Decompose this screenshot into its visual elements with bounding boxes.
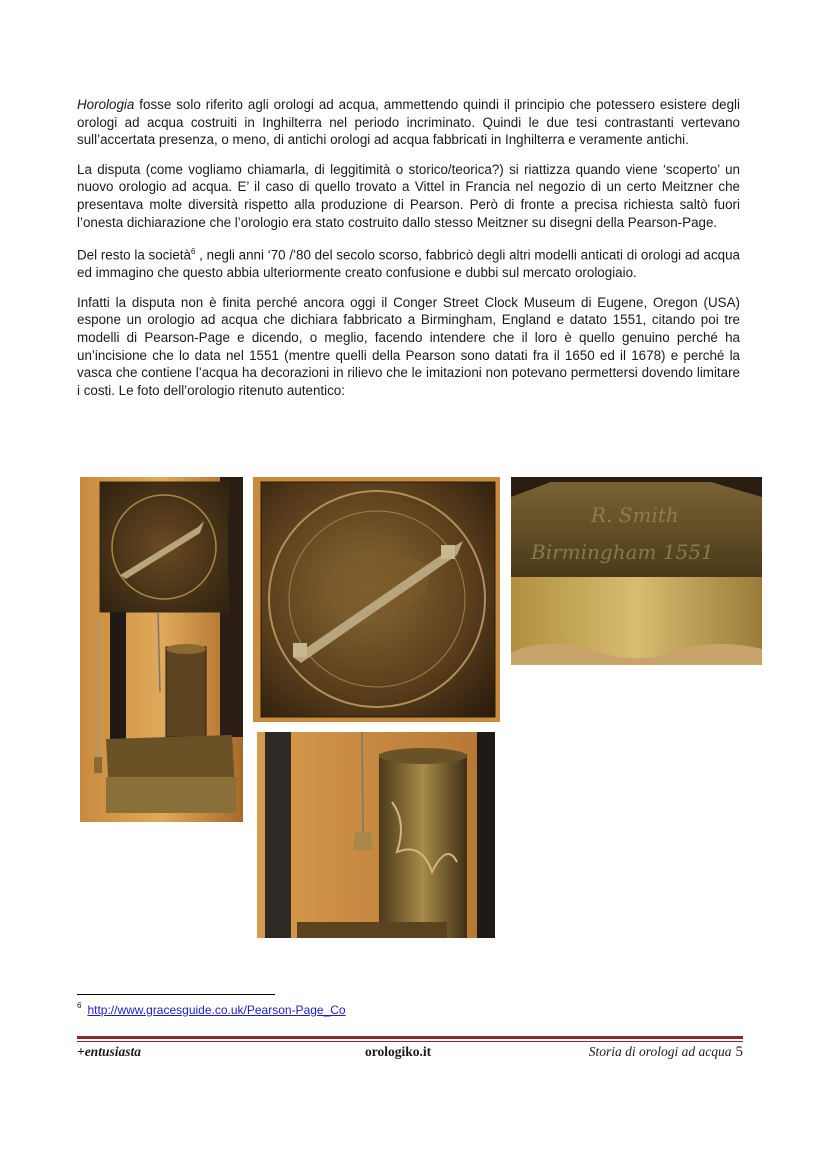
footer-author: +entusiasta [77,1044,141,1059]
footer-title [589,1044,743,1061]
footnote-divider [77,994,275,995]
paragraph-3-text-a: Del resto la società [77,247,191,263]
paragraph-3 [77,243,740,282]
footnote-number: 6 [77,1001,82,1010]
paragraph-1 [77,96,740,149]
footer-title-text: Storia di orologi ad acqua [588,1044,732,1059]
footer-site: orologiko.it [365,1044,432,1059]
engraving-text: Birmingham 1551 [531,540,714,564]
footnote [77,1001,346,1017]
italic-word: Horologia [77,97,135,112]
footer-rule-thick [77,1036,743,1039]
footnote-ref[interactable]: 6 [190,247,196,257]
photo-decorated-cylinder [257,732,495,938]
paragraph-2: La disputa (come vogliamo chiamarla, di leggitimità o storico/teorica?) si riattizza quando viene ‘scoperto’ un nuovo orologio ad acqua. E’ il caso di quello trovato a Vittel in Francia nel negozio di un certo Meitzner che presentava molte diversità rispetto alla produzione di Pearson. Però di fronte a precisa richiesta saltò fuori l’onesta dichiarazione che l’orologio era stato costruito dallo stesso Meitzner su disegni della Pearson-Page. [77,161,740,230]
body-text [77,96,740,411]
photo-dial-closeup [253,477,500,722]
footnote-link[interactable]: http://www.gracesguide.co.uk/Pearson-Page_Co [87,1003,346,1017]
photo-full-clock [80,477,243,822]
paragraph-4: Infatti la disputa non è finita perché ancora oggi il Conger Street Clock Museum di Eugene, Oregon (USA) espone un orologio ad acqua che dichiara fabbricato a Birmingham, England e datato 1551, citando poi tre modelli di Pearson-Page e dicendo, o meglio, facendo intendere che il loro è quello genuino perché ha un’incisione che lo data nel 1551 (mentre quelli della Pearson sono datati fra il 1650 ed il 1678) e perché la vasca che contiene l’acqua ha decorazioni in rilievo che le imitazioni non potevano permettersi dovendo limitare i costi. Le foto dell’orologio ritenuto autentico: [77,294,740,398]
photo-engraved-basin [511,477,762,665]
footer-rule-thin [77,1041,743,1042]
paragraph-1-text: fosse solo riferito agli orologi ad acqua, ammettendo quindi il principio che potessero esistere degli orologi ad acqua costruiti in Inghilterra nel periodo incriminato. Quindi le due tesi contrastanti vertevano sull’accertata presenza, o meno, di antichi orologi ad acqua fabbricati in Inghilterra e veramente antichi. [77,97,740,148]
paragraph-3-text-b: , negli anni ‘70 /’80 del secolo scorso, fabbricò degli altri modelli anticati di orologi ad acqua ed immagino che questo abbia ulteriormente creato confusione e dubbi sul mercato orologiaio. [77,247,740,281]
page-number: 5 [735,1044,743,1060]
engraving-top-text: R. Smith [591,503,679,527]
page-footer [77,1044,743,1064]
